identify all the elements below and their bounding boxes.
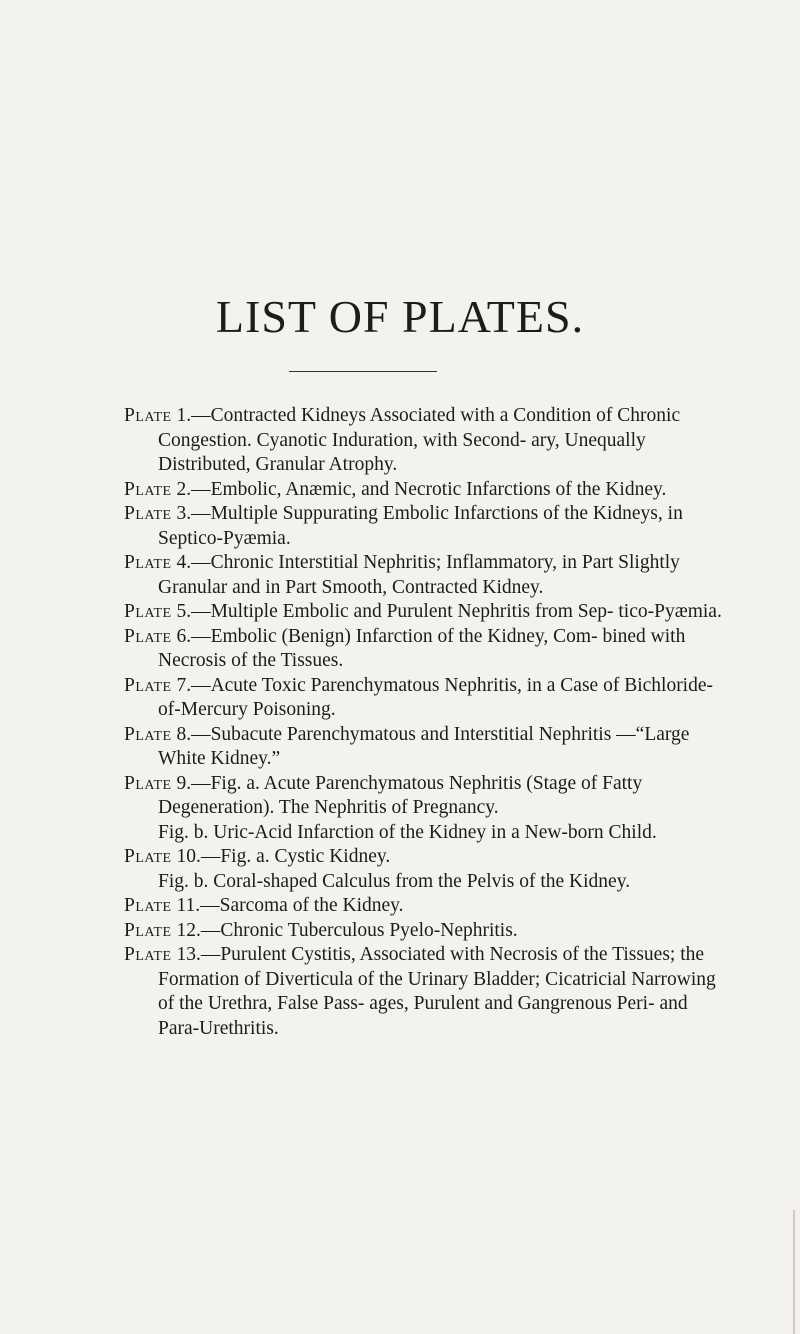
plate-number: 11.	[176, 895, 201, 916]
plate-label: Plate	[124, 723, 172, 745]
plate-number: 5.	[176, 601, 192, 622]
plate-entry-8	[124, 723, 724, 772]
title-divider	[289, 371, 437, 372]
plate-entry-10	[124, 845, 724, 894]
plate-label: Plate	[124, 944, 172, 965]
plate-description: —Chronic Interstitial Nephritis; Inflammatory, in Part Slightly Granular and in Part Smooth, Contracted Kidney.	[158, 552, 680, 598]
plate-entry-2	[124, 478, 724, 503]
plate-entry-1	[124, 404, 724, 478]
plate-label: Plate	[124, 919, 172, 941]
plate-entry-9	[124, 772, 724, 846]
plate-entry-11	[124, 894, 724, 919]
plate-entry-13	[124, 943, 724, 1041]
plate-number: 4.	[176, 552, 192, 573]
plate-label: Plate	[124, 772, 172, 794]
plate-number: 3.	[176, 503, 192, 524]
plate-entry-5	[124, 600, 724, 625]
plate-description: —Multiple Suppurating Embolic Infarctions of the Kidneys, in Septico-Pyæmia.	[158, 503, 683, 549]
plate-label: Plate	[124, 895, 172, 916]
plate-label: Plate	[124, 503, 172, 524]
plate-description: —Embolic, Anæmic, and Necrotic Infarctions of the Kidney.	[191, 478, 667, 500]
plate-entry-6	[124, 625, 724, 674]
plate-number: 9.	[176, 772, 192, 794]
page-edge-shadow	[793, 1210, 795, 1334]
plate-number: 10.	[176, 846, 201, 867]
plate-number: 12.	[176, 919, 201, 941]
plate-description: —Purulent Cystitis, Associated with Necrosis of the Tissues; the Formation of Diverticula of the Urinary Bladder; Cicatricial Narrowing of the Urethra, False Pass- ages, Purulent and Gangrenous Peri- and Para-Urethritis.	[158, 944, 716, 1039]
plate-label: Plate	[124, 674, 172, 696]
plates-list	[124, 404, 724, 1041]
plate-entry-3	[124, 502, 724, 551]
plate-description: —Fig. a. Cystic Kidney.	[200, 846, 391, 867]
plate-description: —Acute Toxic Parenchymatous Nephritis, in a Case of Bichloride-of-Mercury Poisoning.	[158, 674, 714, 720]
plate-label: Plate	[124, 405, 172, 426]
plate-entry-12	[124, 919, 724, 944]
plate-description: —Embolic (Benign) Infarction of the Kidney, Com- bined with Necrosis of the Tissues.	[158, 625, 686, 671]
plate-label: Plate	[124, 552, 172, 573]
plate-description: —Contracted Kidneys Associated with a Condition of Chronic Congestion. Cyanotic Induration, with Second- ary, Unequally Distributed, Granular Atrophy.	[158, 405, 681, 475]
plate-entry-7	[124, 674, 724, 723]
plate-number: 1.	[176, 405, 192, 426]
plate-entry-4	[124, 551, 724, 600]
plate-label: Plate	[124, 601, 172, 622]
plate-number: 13.	[176, 944, 201, 965]
plate-label: Plate	[124, 625, 172, 647]
plate-label: Plate	[124, 478, 172, 500]
plate-number: 8.	[176, 723, 192, 745]
plate-number: 6.	[176, 625, 192, 647]
page-title: LIST OF PLATES.	[215, 291, 585, 342]
plate-description: —Chronic Tuberculous Pyelo-Nephritis.	[200, 919, 518, 941]
plate-description: —Multiple Embolic and Purulent Nephritis from Sep- tico-Pyæmia.	[191, 601, 722, 622]
plate-description: —Sarcoma of the Kidney.	[200, 895, 404, 916]
plate-sub-figure: Fig. b. Uric-Acid Infarction of the Kidney in a New-born Child.	[158, 821, 657, 843]
plate-sub-figure: Fig. b. Coral-shaped Calculus from the Pelvis of the Kidney.	[158, 870, 631, 892]
plate-number: 2.	[176, 478, 192, 500]
plate-description: —Fig. a. Acute Parenchymatous Nephritis (Stage of Fatty Degeneration). The Nephritis of Pregnancy.	[158, 772, 643, 818]
plate-description: —Subacute Parenchymatous and Interstitial Nephritis —“Large White Kidney.”	[158, 723, 690, 769]
plate-number: 7.	[176, 674, 192, 696]
plate-label: Plate	[124, 846, 172, 867]
